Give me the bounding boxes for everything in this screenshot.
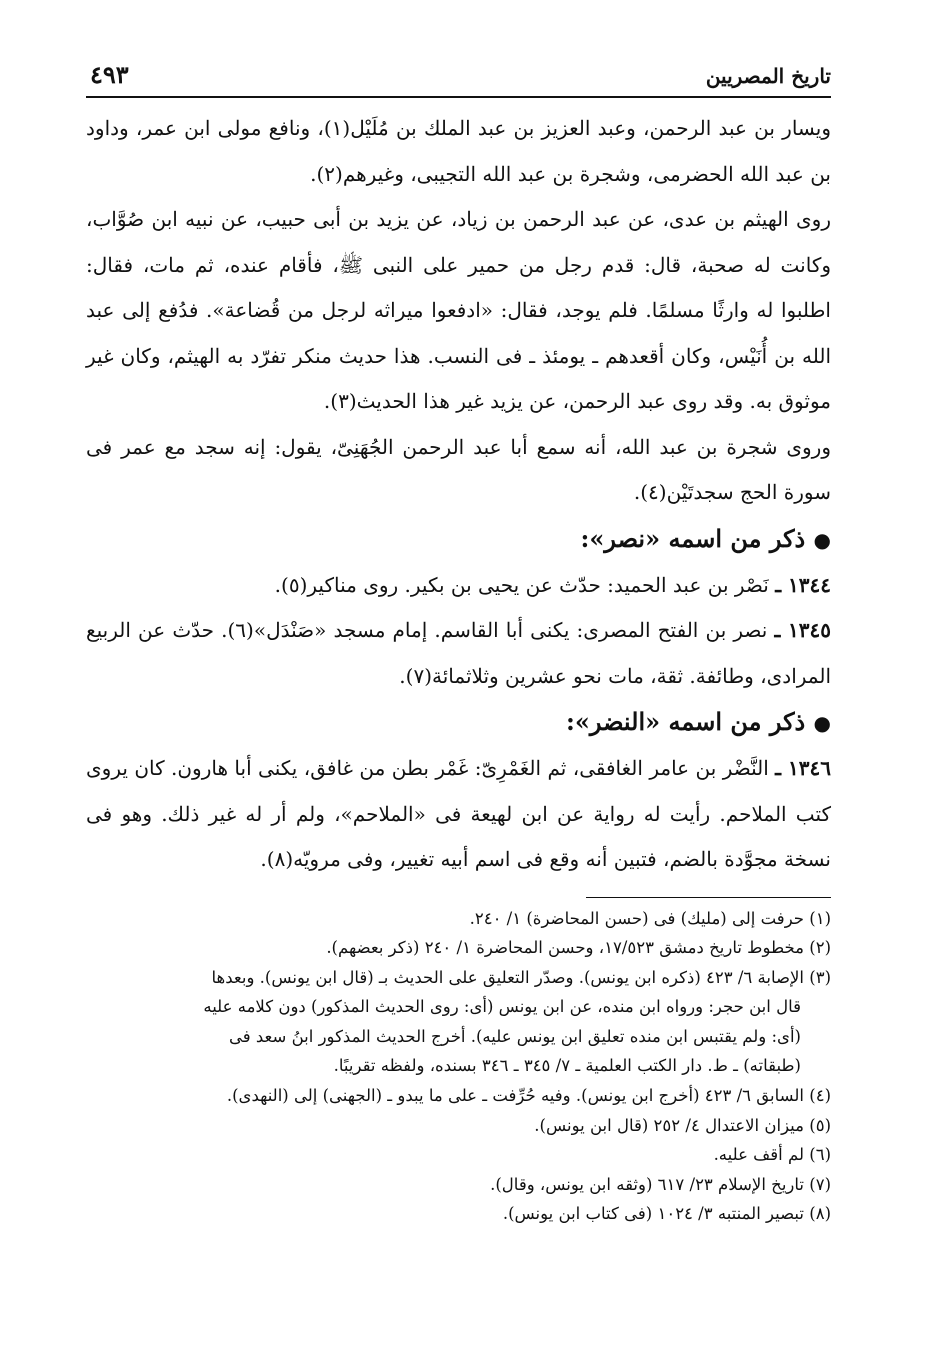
footnote-8: (٨) تبصير المنتبه ٣/ ١٠٢٤ (فى كتاب ابن يونس). — [502, 1204, 831, 1224]
page-header — [86, 60, 831, 98]
paragraph-3: وروى شجرة بن عبد الله، أنه سمع أبا عبد الرحمن الجُهَنِىّ، يقول: إنه سجد مع عمر فى سورة الحج سجدتَيْن(٤). — [86, 434, 831, 504]
footnote-3-continued: قال ابن حجر: ورواه ابن منده، عن ابن يونس (أى: روى الحديث المذكور) دون كلامه عليه — [203, 997, 801, 1017]
bullet-icon: ● — [813, 711, 831, 735]
footnotes — [86, 904, 831, 1230]
footnote-1: (١) حرفت إلى (مليك) فى (حسن المحاضرة) ١/ ٢٤٠. — [469, 908, 831, 928]
entry-text: النَّضْر بن عامر الغافقى، ثم الغَمْرِىّ: غَمْر بطن من غافق، يكنى أبا هارون. كان يروى كتب الملاحم. رأيت له رواية عن ابن لهيعة فى «الملاحم»، ولم أر له غير ذلك. وهو فى نسخة مجوَّدة بالضم، فتبين أنه وقع فى اسم أبيه تغيير، وفى مرويّه(٨). — [86, 756, 831, 871]
page-number: ٤٩٣ — [90, 60, 129, 89]
footnote-3: (٣) الإصابة ٦/ ٤٢٣ (ذكره ابن يونس). وصدّر التعليق على الحديث بـ (قال ابن يونس). وبعدها — [211, 967, 831, 987]
footnote-5: (٥) ميزان الاعتدال ٤/ ٢٥٢ (قال ابن يونس). — [534, 1115, 831, 1135]
entry-1345 — [86, 608, 831, 699]
footnote-4: (٤) السابق ٦/ ٤٢٣ (أخرج ابن يونس). وفيه حُرِّفت ـ على ما يبدو ـ (الجهنى) إلى (النهدى). — [226, 1086, 831, 1106]
entry-text: نصر بن الفتح المصرى: يكنى أبا القاسم. إمام مسجد «صَنْدَل»(٦). حدّث عن الربيع المرادى، وطائفة. ثقة، مات نحو عشرين وثلاثمائة(٧). — [86, 618, 831, 688]
section-heading-text: ذكر من اسمه «النضر»: — [565, 707, 806, 736]
book-page — [86, 60, 831, 1229]
entry-number: ١٣٤٦ ـ — [775, 756, 832, 780]
footnote-2: (٢) مخطوط تاريخ دمشق ١٧/٥٢٣، وحسن المحاضرة ١/ ٢٤٠ (ذكر بعضهم). — [326, 938, 831, 958]
entry-number: ١٣٤٤ ـ — [775, 572, 831, 597]
section-heading-nasr — [86, 516, 831, 563]
section-heading-nadr — [86, 699, 831, 746]
entry-number: ١٣٤٥ ـ — [774, 618, 831, 642]
bullet-icon: ● — [813, 527, 831, 552]
paragraph-2: روى الهيثم بن عدى، عن عبد الرحمن بن زياد، عن يزيد بن أبى حبيب، عن نبيه ابن صُوَّاب، وكانت له صحبة، قال: قدم رجل من حمير على النبى ﷺ، فأقام عنده، ثم مات، فقال: اطلبوا له وارثًا مسلمًا. فلم يوجد، فقال: «ادفعوا ميراثه لرجل من قُضاعة». فدُفع إلى عبد الله بن أُنَيْس، وكان أقعدهم ـ يومئذ ـ فى النسب. هذا حديث منكر تفرّد به الهيثم، وكان غير موثوق به. وقد روى عبد الرحمن، عن يزيد غير هذا الحديث(٣). — [86, 207, 831, 413]
entry-1344 — [86, 563, 831, 609]
footnote-7: (٧) تاريخ الإسلام ٢٣/ ٦١٧ (وثقه ابن يونس، وقال). — [490, 1174, 831, 1194]
footnote-6: (٦) لم أقف عليه. — [713, 1145, 831, 1165]
footnote-divider — [586, 897, 831, 898]
entry-1346 — [86, 746, 831, 883]
paragraph-1: ويسار بن عبد الرحمن، وعبد العزيز بن عبد الملك بن مُلَيْل(١)، ونافع مولى ابن عمر، وداود بن عبد الله الحضرمى، وشجرة بن عبد الله التجيبى، وغيرهم(٢). — [86, 116, 832, 186]
main-text — [86, 106, 831, 883]
section-heading-text: ذكر من اسمه «نصر»: — [580, 523, 806, 553]
book-title: تاريخ المصريين — [705, 64, 831, 88]
entry-text: نَصْر بن عبد الحميد: حدّث عن يحيى بن بكير. روى مناكير(٥). — [274, 572, 769, 597]
footnote-3-continued: (طبقاته) ـ ط. دار الكتب العلمية ـ ٧/ ٣٤٥ ـ ٣٤٦ بسنده، ولفظه تقريبًا. — [333, 1056, 801, 1076]
footnote-3-continued: (أى: ولم يقتبس ابن منده تعليق ابن يونس عليه). أخرج الحديث المذكور ابنُ سعد فى — [229, 1026, 801, 1046]
